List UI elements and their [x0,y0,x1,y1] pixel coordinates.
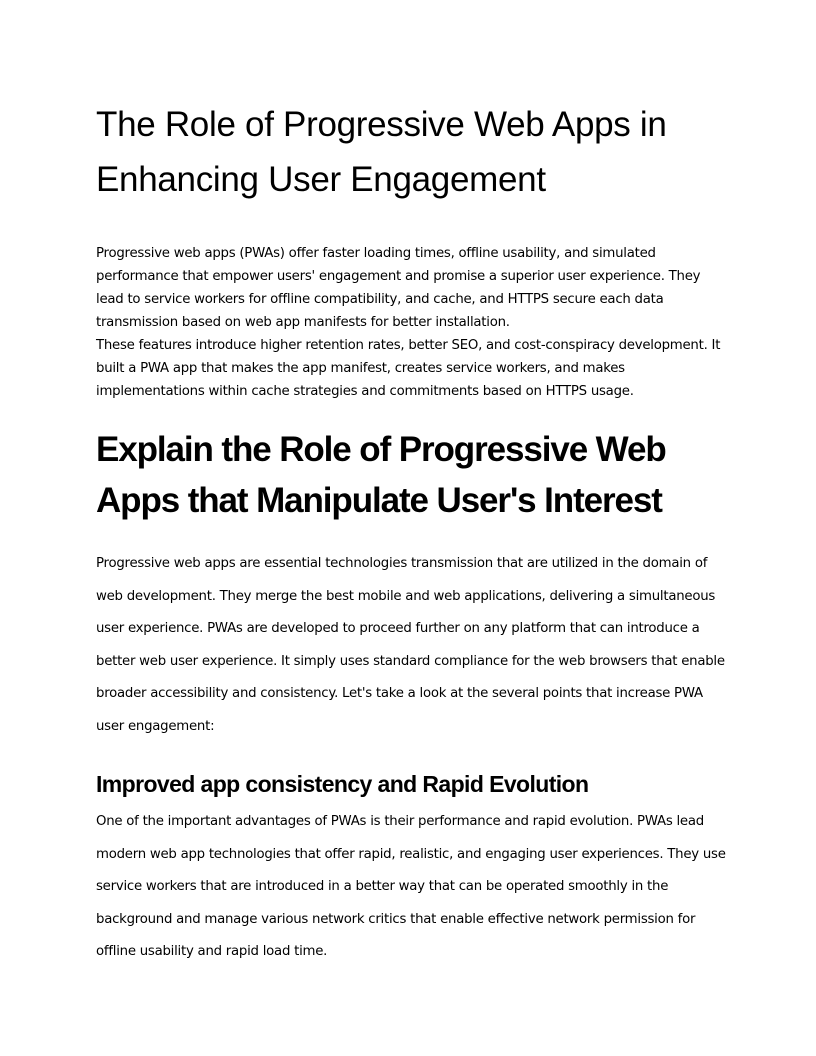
subsection-body-consistency: One of the important advantages of PWAs is their performance and rapid evolution. PWAs lead modern web app technologies that offer rapid, realistic, and engaging user experiences. They use service workers that are introduced in a better way that can be operated smoothly in the background and manage various network critics that enable effective network permission for offline usability and rapid load time. [96,814,726,959]
article-title: The Role of Progressive Web Apps in Enhancing User Engagement [96,105,667,199]
section-body-role-of-pwas: Progressive web apps are essential technologies transmission that are utilized in the domain of web development. They merge the best mobile and web applications, delivering a simultaneous user experience. PWAs are developed to proceed further on any platform that can introduce a better web user experience. It simply uses standard compliance for the web browsers that enable broader accessibility and consistency. Let's take a look at the several points that increase PWA user engagement: [96,556,725,734]
intro-paragraph-2: These features introduce higher retention rates, better SEO, and cost-conspiracy development. It built a PWA app that makes the app manifest, creates service workers, and makes implementations within cache strategies and commitments based on HTTPS usage. [96,338,721,399]
intro-section [96,242,726,403]
section-heading-role-of-pwas: Explain the Role of Progressive Web Apps that Manipulate User's Interest [96,430,666,520]
intro-paragraph-1: Progressive web apps (PWAs) offer faster loading times, offline usability, and simulated performance that empower users' engagement and promise a superior user experience. They lead to service workers for offline compatibility, and cache, and HTTPS secure each data transmission based on web app manifests for better installation. [96,246,701,330]
subsection-heading-consistency: Improved app consistency and Rapid Evolution [96,771,589,797]
document-page [96,97,726,969]
